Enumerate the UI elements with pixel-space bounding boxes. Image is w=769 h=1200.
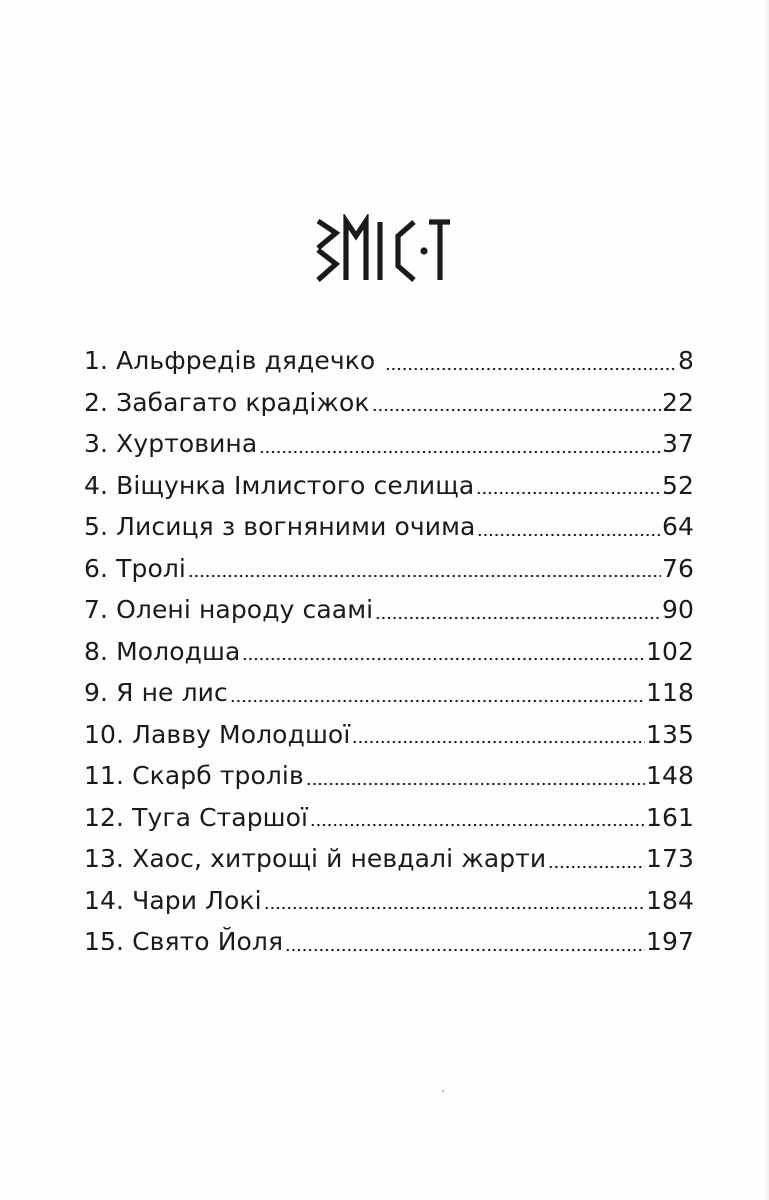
toc-entry-title: 1. Альфредів дядечко [84,346,384,375]
toc-entry-page-number: 64 [661,512,694,541]
toc-dot-leader [372,407,661,413]
toc-dot-leader [385,366,677,372]
toc-dot-leader [230,698,645,704]
paper-speck [442,1090,444,1092]
toc-entry-title: 11. Скарб тролів [84,761,304,790]
page-title-runic [314,214,456,286]
toc-dot-leader [310,822,645,828]
toc-entry [84,631,694,673]
toc-entry-page-number: 76 [661,553,694,583]
toc-dot-leader [188,573,661,579]
toc-entry [84,714,694,756]
toc-entry-page-number: 8 [677,346,694,375]
toc-entry [84,465,694,507]
toc-entry-title: 14. Чари Локі [84,885,262,915]
toc-entry-title: 9. Я не лис [84,678,228,707]
toc-entry-title: 2. Забагато крадіжок [84,387,370,417]
toc-entry-page-number: 102 [645,636,694,666]
toc-entry-title: 12. Туга Старшої [84,802,309,832]
toc-dot-leader [476,490,661,496]
toc-entry [84,340,694,382]
toc-dot-leader [242,656,645,662]
toc-entry-page-number: 197 [645,927,694,956]
table-of-contents [84,340,694,963]
toc-entry-page-number: 52 [661,470,694,500]
toc-entry-title: 7. Олені народу саамі [84,595,374,624]
toc-dot-leader [375,615,661,621]
toc-entry-page-number: 90 [661,595,694,624]
toc-entry-title: 4. Віщунка Імлистого селища [84,470,475,500]
toc-entry-page-number: 161 [645,802,694,832]
toc-entry-page-number: 118 [645,678,694,707]
toc-entry-title: 3. Хуртовина [84,429,258,458]
toc-entry [84,755,694,797]
toc-entry-title: 10. Лавву Молодшої [84,719,351,749]
page-title [0,214,769,286]
toc-entry-page-number: 135 [645,719,694,749]
toc-dot-leader [306,781,645,787]
toc-entry-page-number: 37 [661,429,694,458]
toc-entry [84,672,694,714]
toc-dot-leader [285,947,645,953]
toc-entry [84,423,694,465]
toc-entry [84,921,694,963]
toc-dot-leader [264,905,645,911]
toc-entry [84,506,694,548]
toc-entry-page-number: 173 [645,844,694,873]
toc-entry-title: 5. Лисиця з вогняними очима [84,512,476,541]
toc-dot-leader [548,864,645,870]
toc-entry-page-number: 184 [645,885,694,915]
toc-entry-title: 8. Молодша [84,636,241,666]
page-edge-shadow [763,0,769,1200]
toc-dot-leader [352,739,645,745]
toc-entry-page-number: 22 [661,387,694,417]
toc-dot-leader [477,532,661,538]
toc-entry [84,548,694,590]
toc-entry-title: 15. Свято Йоля [84,927,284,956]
toc-entry [84,880,694,922]
toc-entry-title: 13. Хаос, хитрощі й невдалі жарти [84,844,547,873]
toc-entry [84,797,694,839]
toc-entry-title: 6. Тролі [84,553,186,583]
toc-entry [84,838,694,880]
toc-dot-leader [259,449,661,455]
toc-entry [84,589,694,631]
toc-entry [84,382,694,424]
toc-entry-page-number: 148 [645,761,694,790]
